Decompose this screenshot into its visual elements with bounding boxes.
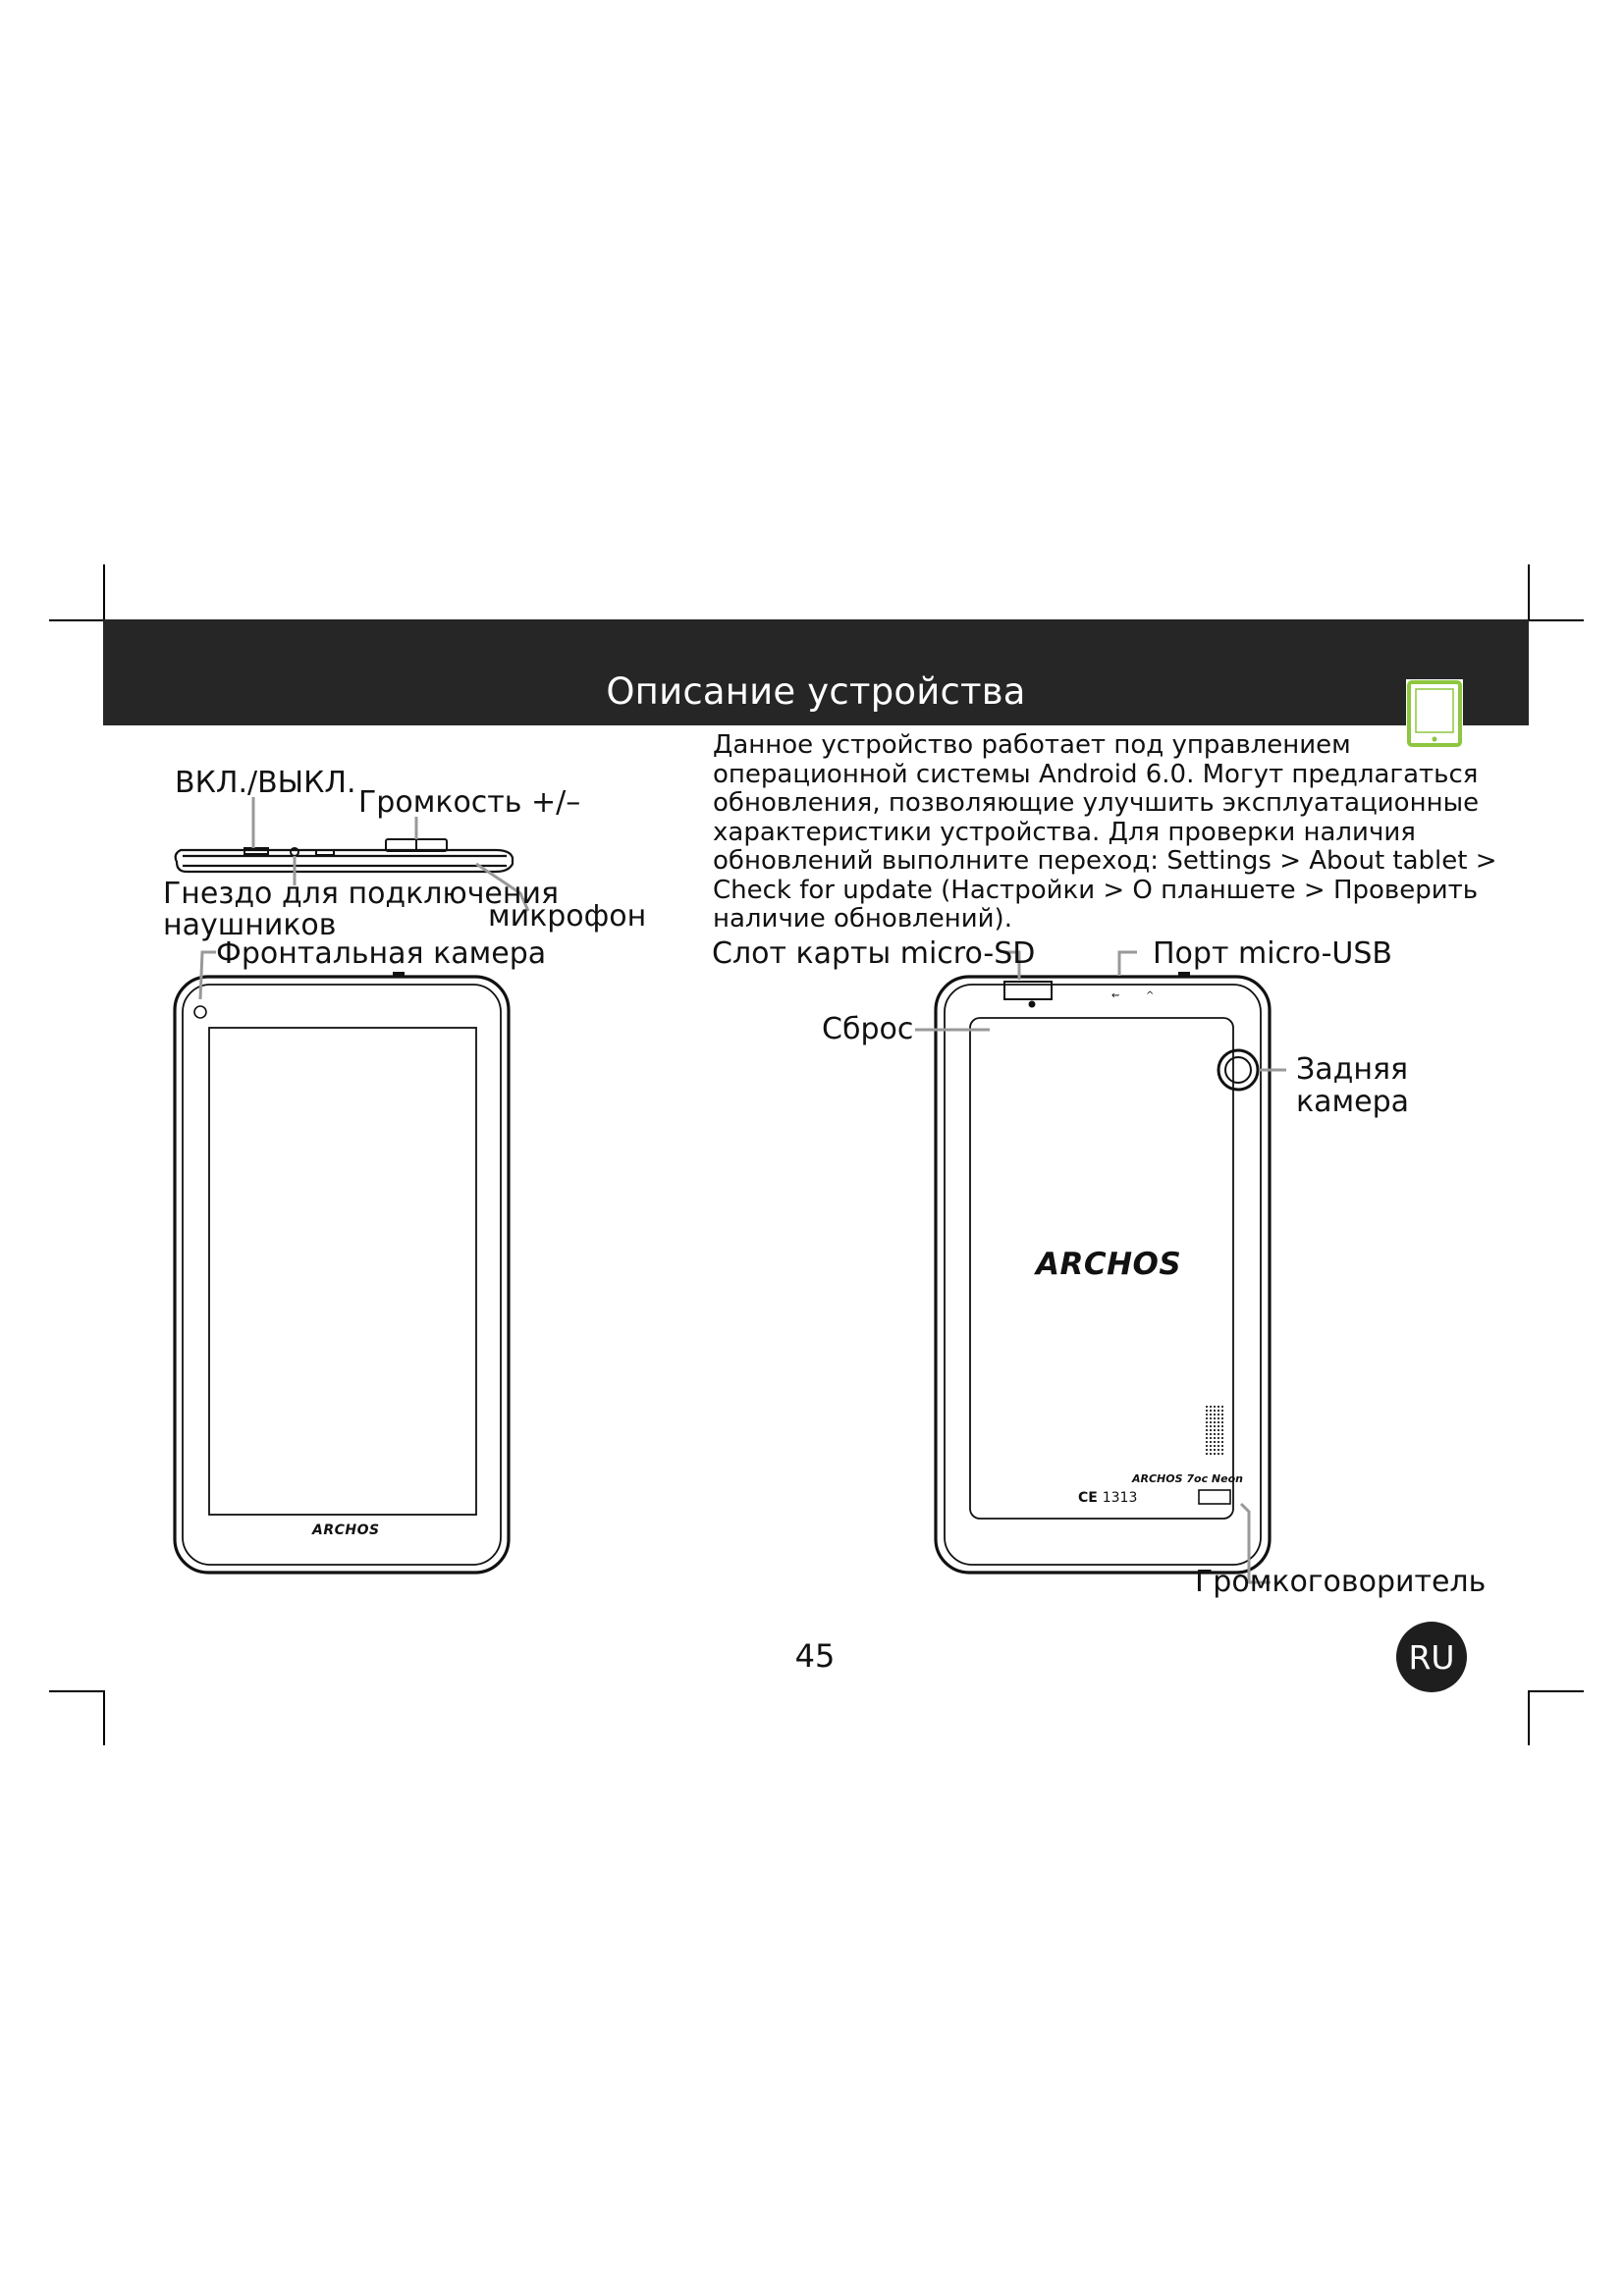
ce-mark: CE xyxy=(1078,1490,1103,1506)
headphone-label-line2: наушников xyxy=(163,908,337,942)
cert-number: 1313 xyxy=(1102,1490,1138,1506)
usb-port-top xyxy=(316,850,334,855)
power-label: ВКЛ./ВЫКЛ. xyxy=(175,766,356,800)
rear-camera-label-line2: камера xyxy=(1296,1085,1410,1119)
volume-label: Громкость +/– xyxy=(358,785,581,820)
rear-camera-label-line1: Задняя xyxy=(1296,1052,1409,1087)
arrow-icon: ^ xyxy=(1146,990,1155,1001)
back-logo: ARCHOS xyxy=(1036,1247,1182,1282)
page-number: 45 xyxy=(794,1637,836,1675)
usb-icon: ⇜ xyxy=(1111,990,1120,1001)
model-name: ARCHOS 7oc Neon xyxy=(1132,1472,1243,1485)
microusb-label: Порт micro-USB xyxy=(1153,936,1393,971)
speaker-label: Громкоговоритель xyxy=(1195,1565,1487,1599)
language-label: RU xyxy=(1408,1637,1455,1677)
intro-text: Данное устройство работает под управлением операционной системы Android 6.0. Могут предлагаться обновления, позволяющие улучшить эксплуатационные характеристики устройства. Для проверки наличия обновлений выполните переход: Settings > About tablet > Check for update (Настройки > О планшете > Проверить наличие обновлений). xyxy=(713,730,1497,934)
tablet-front-view xyxy=(175,974,509,1573)
microsd-label: Слот карты micro-SD xyxy=(712,936,1036,971)
headphone-label-line1: Гнездо для подключения xyxy=(163,877,560,911)
front-camera-label: Фронтальная камера xyxy=(216,936,547,971)
microphone-label: микрофон xyxy=(488,899,647,934)
front-logo: ARCHOS xyxy=(312,1522,380,1538)
certification-mark xyxy=(1078,1490,1137,1506)
page-title: Описание устройства xyxy=(606,670,1026,713)
speaker-grille xyxy=(1206,1404,1225,1455)
label-box xyxy=(1199,1490,1230,1504)
microusb-leader xyxy=(1119,952,1137,976)
tablet-top-view xyxy=(176,850,513,872)
camera-icon xyxy=(1218,1050,1258,1090)
language-badge xyxy=(1396,1622,1467,1692)
reset-label: Сброс xyxy=(822,1012,914,1046)
